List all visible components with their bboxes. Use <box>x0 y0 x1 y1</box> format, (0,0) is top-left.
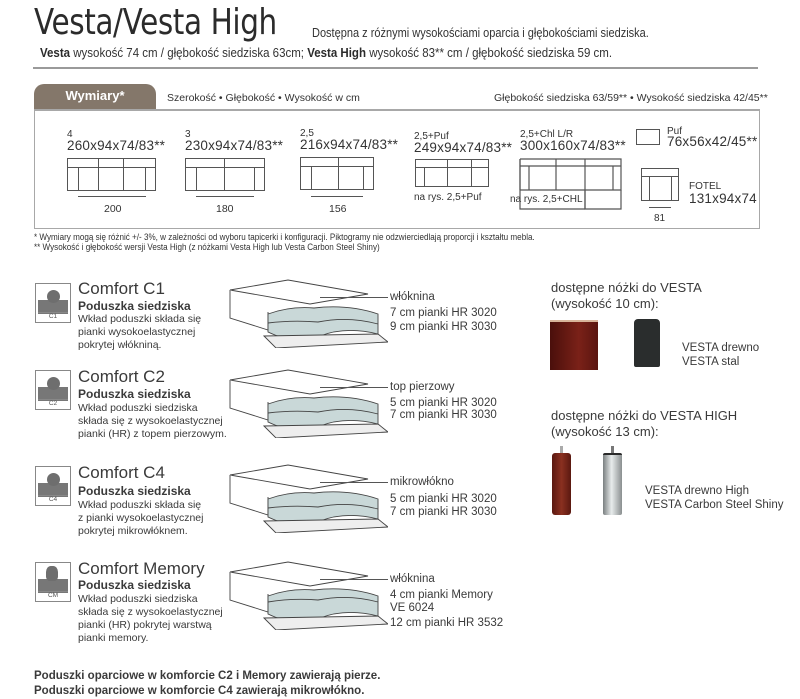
leader-line <box>320 579 388 580</box>
legs-vesta-title: dostępne nóżki do VESTA (wysokość 10 cm): <box>551 280 702 311</box>
sofa-4-size: 260x94x74/83** <box>67 138 166 153</box>
sofa-25-code: 2,5 <box>300 128 314 139</box>
sofa-3-seat-width: 180 <box>216 203 234 215</box>
comfort-c1-title: Comfort C1 <box>78 279 165 298</box>
comfort-c1-icon: C1 <box>35 283 71 323</box>
comfort-memory-description: Wkład poduszki siedziska składa się z wysokoelastycznej pianki (HR) pokrytej warstwą pianki memory. <box>78 593 223 644</box>
spec-vesta-high-label: Vesta High <box>307 46 366 60</box>
comfort-c1-subtitle: Poduszka siedziska <box>78 299 191 313</box>
sofa-3-size: 230x94x74/83** <box>185 138 284 153</box>
comfort-memory-subtitle: Poduszka siedziska <box>78 578 191 592</box>
comfort-memory-title: Comfort Memory <box>78 559 205 578</box>
legs-vesta-high-names: VESTA drewno High VESTA Carbon Steel Shiny <box>645 485 784 511</box>
leg-vesta-wood-image <box>550 320 598 370</box>
comfort-c4-title: Comfort C4 <box>78 463 165 482</box>
sofa-25-size: 216x94x74/83** <box>300 137 399 152</box>
sofa-25chl-code: 2,5+Chl L/R <box>520 129 574 140</box>
c2-layer-1: top pierzowy <box>390 381 455 393</box>
page-subtitle: Dostępna z różnymi wysokościami oparcia i głębokościami siedziska. <box>312 26 649 40</box>
sofa-4-pictogram <box>67 158 156 191</box>
leader-line <box>320 387 388 388</box>
memory-layer-3: 12 cm pianki HR 3532 <box>390 617 504 629</box>
sofa-25chl-size: 300x160x74/83** <box>520 138 626 153</box>
comfort-c4-subtitle: Poduszka siedziska <box>78 484 191 498</box>
comfort-c2-subtitle: Poduszka siedziska <box>78 387 191 401</box>
c4-layer-3: 7 cm pianki HR 3030 <box>390 506 497 518</box>
leg-high-steel-image <box>603 453 622 515</box>
comfort-c2-title: Comfort C2 <box>78 367 165 386</box>
puf-code: Puf <box>667 126 683 137</box>
footnote-1: * Wymiary mogą się różnić +/- 3%, w zależności od wyboru tapicerki i konfiguracji. Piktogramy nie odzwierciedlają proporcji i kształtu mebla. <box>34 232 535 242</box>
c2-layer-2: 5 cm pianki HR 3020 <box>390 397 497 409</box>
page-title: Vesta/Vesta High <box>34 2 277 43</box>
sofa-4-code: 4 <box>67 129 73 140</box>
sofa-25-arrow <box>311 196 363 197</box>
sofa-3-pictogram <box>185 158 265 191</box>
memory-layer-1: włóknina <box>390 573 435 585</box>
cushion-c2-diagram <box>228 368 388 438</box>
puf-pictogram <box>636 129 660 145</box>
armchair-arrow <box>649 207 671 208</box>
cushion-c1-diagram <box>228 278 388 348</box>
sofa-25puf-code: 2,5+Puf <box>414 131 449 142</box>
comfort-c2-description: Wkład poduszki siedziska składa się z wysokoelastycznej pianki (HR) z topem pierzowym. <box>78 402 227 440</box>
comfort-c2-icon: C2 <box>35 370 71 410</box>
legs-vesta-high-title: dostępne nóżki do VESTA HIGH (wysokość 13 cm): <box>551 408 738 439</box>
sofa-3-code: 3 <box>185 129 191 140</box>
sofa-25-seat-width: 156 <box>329 203 347 215</box>
bottom-note-1: Poduszki oparciowe w komforcie C2 i Memory zawierają pierze. <box>34 670 381 682</box>
sofa-25-pictogram <box>300 157 374 190</box>
puf-size: 76x56x42/45** <box>667 134 758 149</box>
spec-vesta-label: Vesta <box>40 46 71 60</box>
leader-line <box>320 482 388 483</box>
spec-vesta-high-text: wysokość 83** cm / głębokość siedziska 59 cm. <box>365 46 613 60</box>
comfort-c4-icon: C4 <box>35 466 71 506</box>
c1-layer-1: włóknina <box>390 291 435 303</box>
comfort-c4-description: Wkład poduszki składa się z pianki wysokoelastycznej pokrytej mikrowłóknem. <box>78 499 204 537</box>
legs-vesta-names: VESTA drewno VESTA stal <box>682 342 760 368</box>
armchair-code: FOTEL <box>689 181 722 192</box>
bottom-note-2: Poduszki oparciowe w komforcie C4 zawierają mikrowłókno. <box>34 685 365 697</box>
sofa-25puf-note: na rys. 2,5+Puf <box>414 192 482 203</box>
armchair-size: 131x94x74 <box>689 191 757 206</box>
sofa-25puf-size: 249x94x74/83** <box>414 140 513 155</box>
comfort-c1-description: Wkład poduszki składa się pianki wysokoelastycznej pokrytej włókniną. <box>78 313 202 351</box>
spec-line <box>40 46 612 60</box>
c1-layer-3: 9 cm pianki HR 3030 <box>390 321 497 333</box>
c4-layer-1: mikrowłókno <box>390 476 454 488</box>
comfort-memory-icon: CM <box>35 562 71 602</box>
leader-line <box>320 297 388 298</box>
memory-layer-2: 4 cm pianki Memory <box>390 589 493 601</box>
memory-layer-2b: VE 6024 <box>390 602 435 614</box>
sofa-3-arrow <box>196 196 254 197</box>
armchair-seat-width: 81 <box>654 213 666 224</box>
dimensions-tab: Wymiary* <box>34 84 156 110</box>
leg-vesta-steel-image <box>634 319 660 367</box>
c4-layer-2: 5 cm pianki HR 3020 <box>390 493 497 505</box>
c1-layer-2: 7 cm pianki HR 3020 <box>390 307 497 319</box>
header-divider <box>33 67 758 69</box>
sofa-4-arrow <box>78 196 146 197</box>
dimensions-header-right: Głębokość siedziska 63/59** • Wysokość siedziska 42/45** <box>494 92 768 104</box>
dimensions-header-left: Szerokość • Głębokość • Wysokość w cm <box>167 92 360 104</box>
cushion-c4-diagram <box>228 463 388 533</box>
spec-vesta-text: wysokość 74 cm / głębokość siedziska 63cm; <box>70 46 308 60</box>
sofa-25chl-note: na rys. 2,5+CHL <box>510 194 583 205</box>
leg-high-wood-image <box>552 453 571 515</box>
c2-layer-3: 7 cm pianki HR 3030 <box>390 409 497 421</box>
footnote-2: ** Wysokość i głębokość wersji Vesta High (z nóżkami Vesta High lub Vesta Carbon Steel Shiny) <box>34 242 380 252</box>
armchair-pictogram <box>641 168 679 201</box>
cushion-memory-diagram <box>228 560 388 630</box>
sofa-4-seat-width: 200 <box>104 203 122 215</box>
sofa-25puf-pictogram <box>415 159 489 187</box>
